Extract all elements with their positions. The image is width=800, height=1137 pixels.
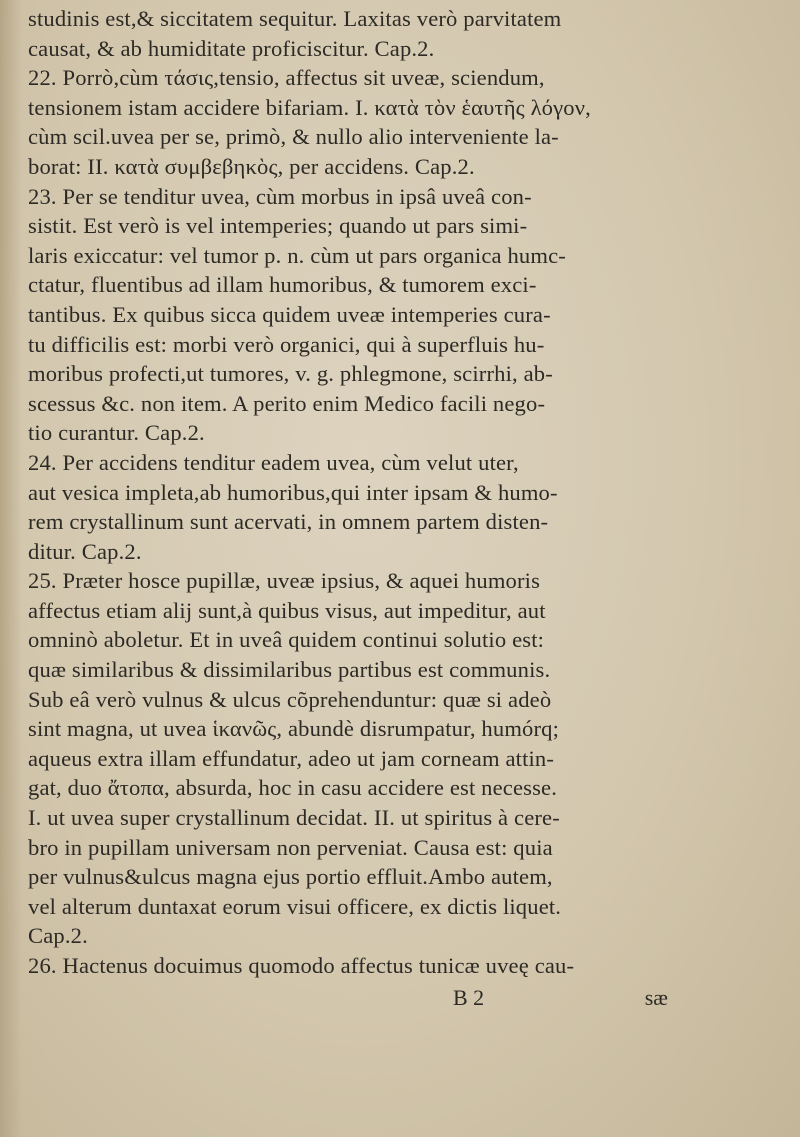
text-line: Cap.2. <box>28 923 88 949</box>
text-line: bro in pupillam universam non perveniat. Causa est: quia <box>28 834 553 860</box>
text-line: borat: II. κατὰ συμβεβηκὸς, per accidens. Cap.2. <box>28 153 475 179</box>
text-line: sint magna, ut uvea ἱκανῶς, abundè disrumpatur, humórq; <box>28 716 560 742</box>
text-line: causat, & ab humiditate proficiscitur. Cap.2. <box>28 35 435 61</box>
text-line: I. ut uvea super crystallinum decidat. II. ut spiritus à cere- <box>28 805 560 831</box>
text-line: aut vesica impleta,ab humoribus,qui inter ipsam & humo- <box>28 479 558 505</box>
text-line: tantibus. Ex quibus sicca quidem uveæ intemperies cura- <box>28 301 551 327</box>
text-line: vel alterum duntaxat eorum visui officere, ex dictis liquet. <box>28 893 562 919</box>
text-line: laris exiccatur: vel tumor p. n. cùm ut pars organica humc- <box>28 242 566 268</box>
text-line: tio curantur. Cap.2. <box>28 420 205 446</box>
text-line: studinis est,& siccitatem sequitur. Laxitas verò parvitatem <box>28 6 562 31</box>
text-line: Sub eâ verò vulnus & ulcus cõprehenduntur: quæ si adeò <box>28 686 552 712</box>
text-line: tu difficilis est: morbi verò organici, qui à superfluis hu- <box>28 331 545 357</box>
body-text <box>28 4 668 981</box>
text-line: quæ similaribus & dissimilaribus partibus est communis. <box>28 657 551 683</box>
text-line: rem crystallinum sunt acervati, in omnem partem disten- <box>28 509 549 535</box>
signature-mark: B 2 <box>453 985 485 1010</box>
text-line: tensionem istam accidere bifariam. I. κατὰ τὸν ἑαυτῆς λόγον, <box>28 94 591 120</box>
text-line: ctatur, fluentibus ad illam humoribus, & tumorem exci- <box>28 272 537 298</box>
text-line: 23. Per se tenditur uvea, cùm morbus in ipsâ uveâ con- <box>28 183 532 209</box>
text-line: affectus etiam alij sunt,à quibus visus, aut impeditur, aut <box>28 597 546 623</box>
text-line: aqueus extra illam effundatur, adeo ut jam corneam attin- <box>28 745 555 771</box>
text-line: 25. Præter hosce pupillæ, uveæ ipsius, & aquei humoris <box>28 568 541 594</box>
text-line: moribus profecti,ut tumores, v. g. phlegmone, scirrhi, ab- <box>28 361 553 387</box>
page-gutter-shadow <box>0 0 22 1137</box>
text-line: sistit. Est verò is vel intemperies; quando ut pars simi- <box>28 213 528 239</box>
text-line: ditur. Cap.2. <box>28 538 142 564</box>
text-line: 26. Hactenus docuimus quomodo affectus tunicæ uveę cau- <box>28 953 575 978</box>
text-line: 24. Per accidens tenditur eadem uvea, cùm velut uter, <box>28 449 519 475</box>
text-line: per vulnus&ulcus magna ejus portio effluit.Ambo autem, <box>28 864 553 890</box>
text-line: gat, duo ἄτοπα, absurda, hoc in casu accidere est necesse. <box>28 775 558 801</box>
catchword: sæ <box>644 985 668 1010</box>
text-line: scessus &c. non item. A perito enim Medico facili nego- <box>28 390 546 416</box>
text-line: cùm scil.uvea per se, primò, & nullo alio interveniente la- <box>28 124 559 150</box>
text-line: 22. Porrò,cùm τάσις,tensio, affectus sit uveæ, sciendum, <box>28 65 545 91</box>
text-line: omninò aboletur. Et in uveâ quidem continui solutio est: <box>28 627 545 653</box>
